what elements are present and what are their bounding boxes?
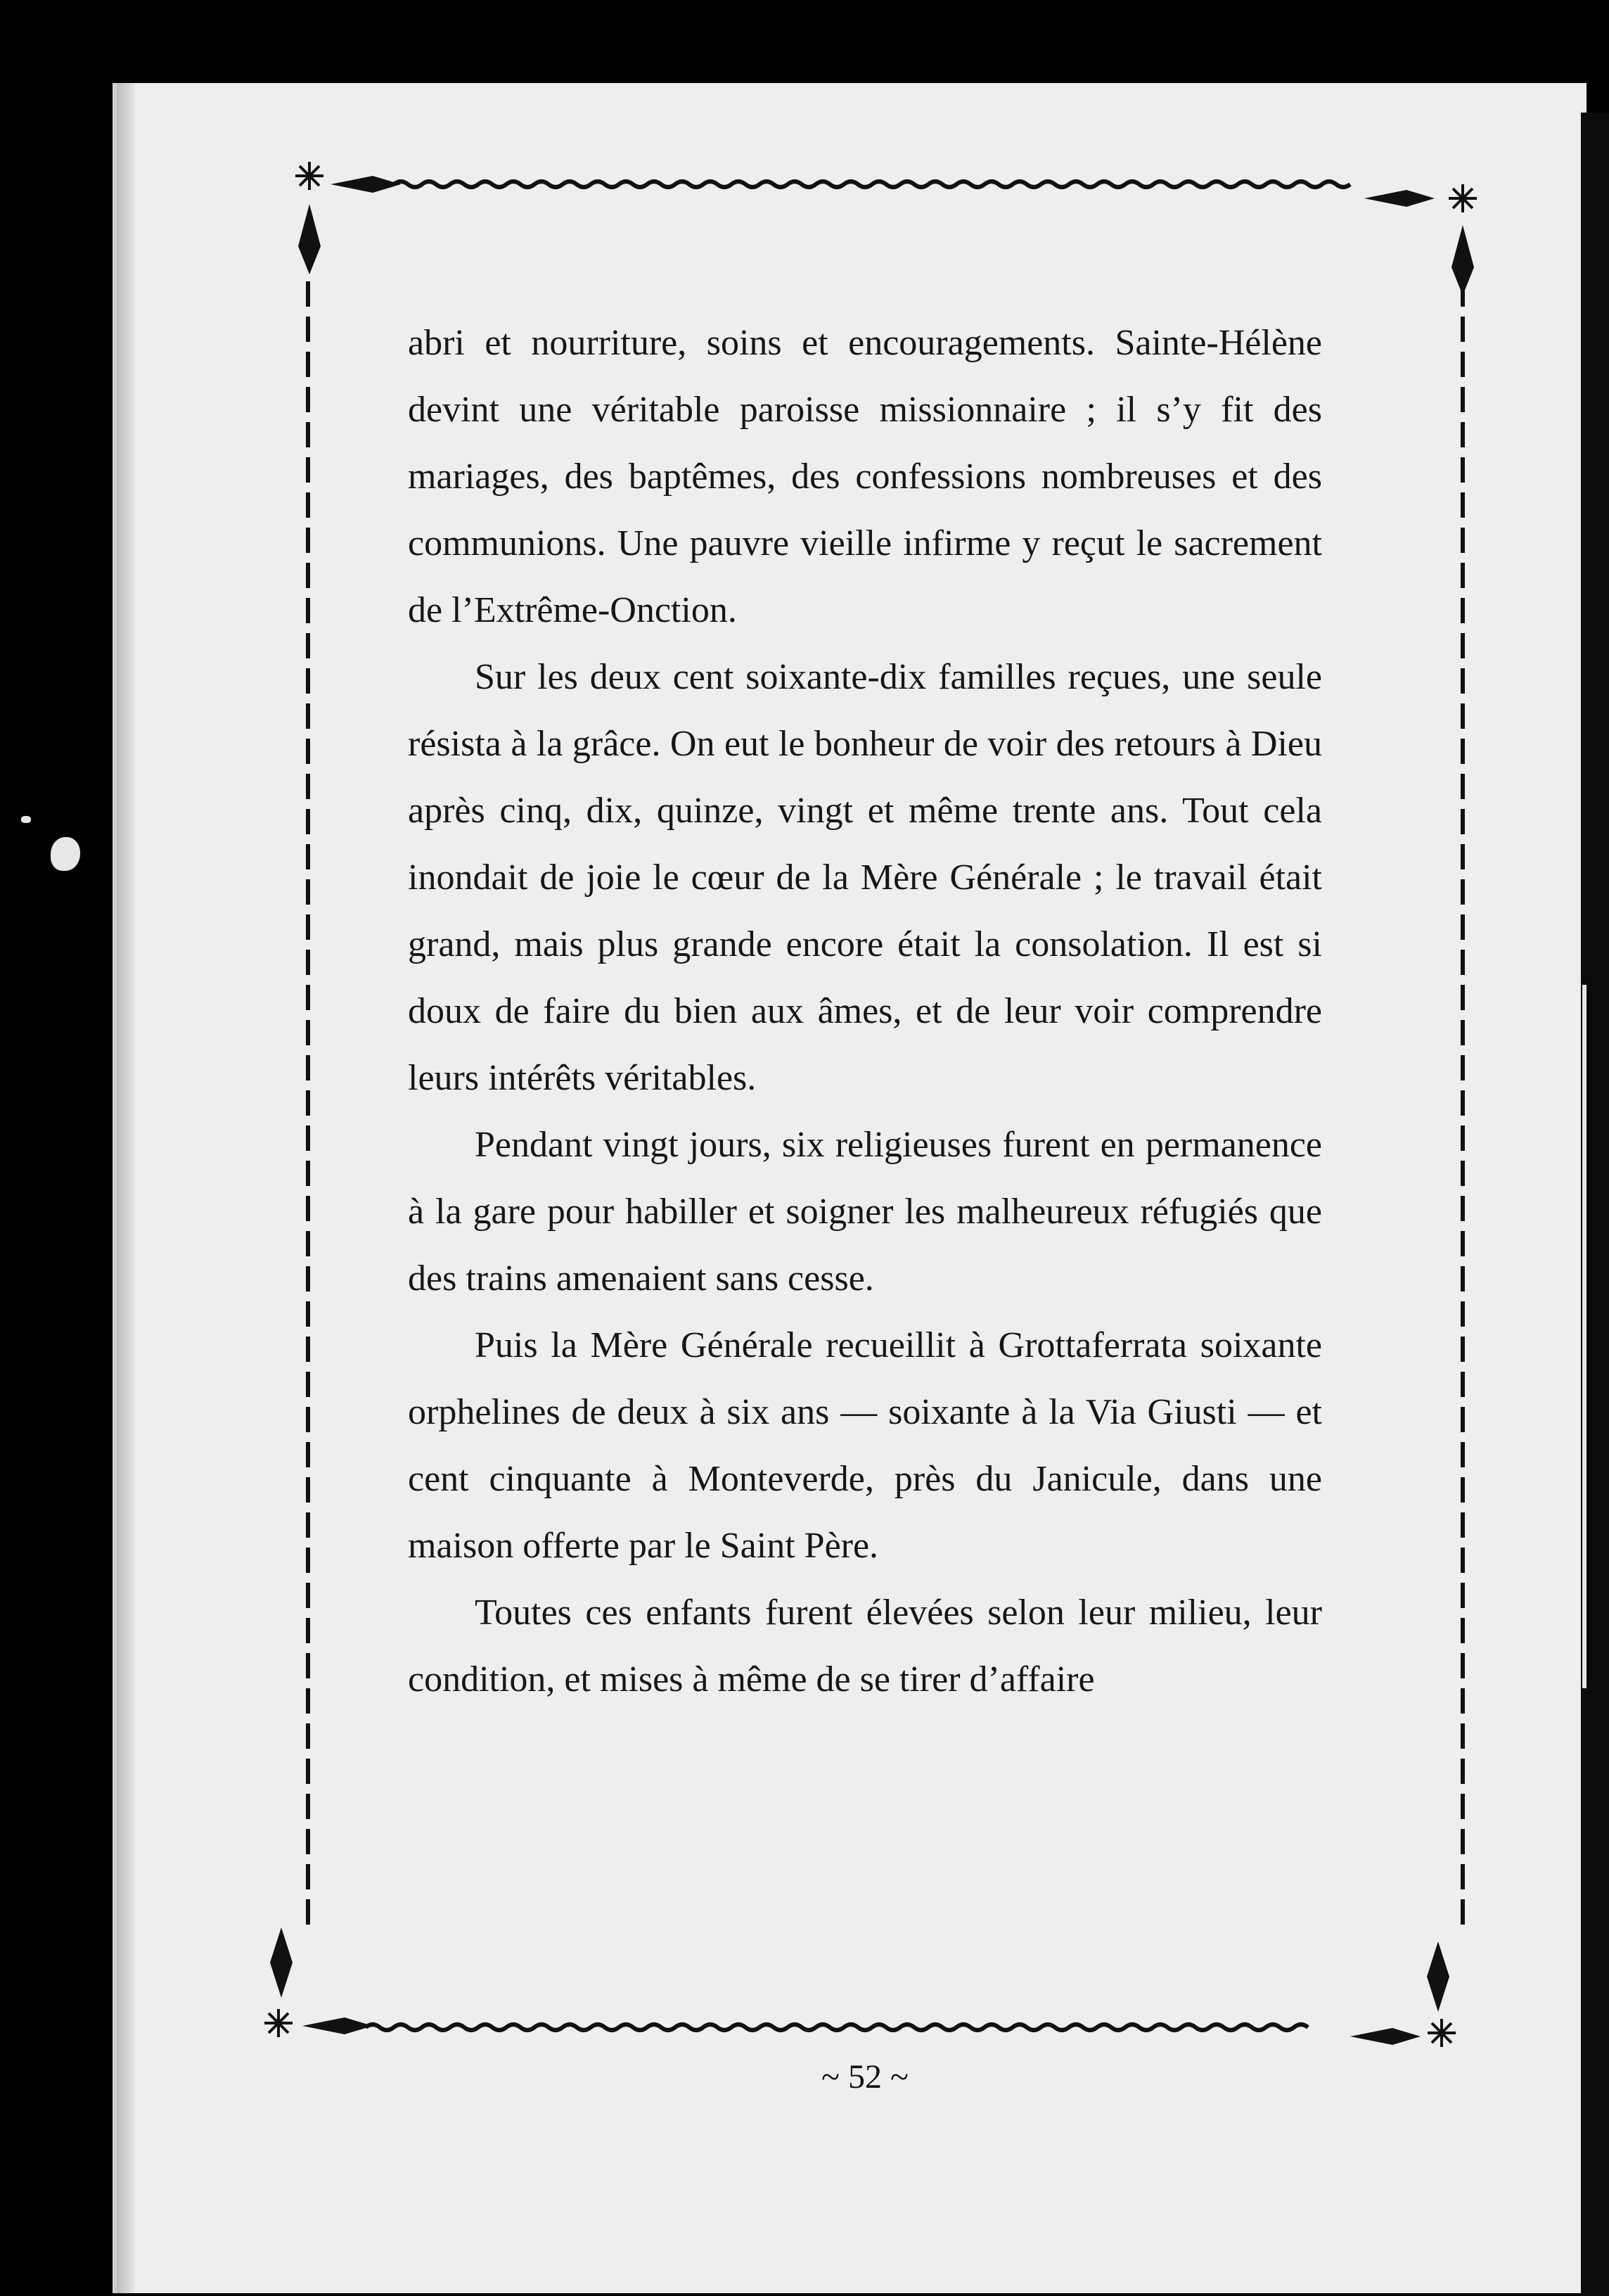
finial-left-bottom [270,1927,293,1998]
finial-right-top [1451,225,1474,295]
finial-right-bottom [1427,1941,1449,2012]
paragraph: Toutes ces enfants furent élevées selon leur milieu, leur condition, et mises à même de se tirer d’affaire [408,1593,1322,1699]
finial-top-right [1364,190,1435,207]
top-border-line [394,181,1350,187]
star-ornament-bottom-right [1428,2019,1456,2047]
body-text [408,310,1322,1713]
finial-left-top [298,204,321,274]
paragraph-continued: abri et nourriture, soins et encouragements. Sainte-Hélène devint une véritable paroisse missionnaire ; il s’y fit des mariages, des baptêmes, des confessions nombreuses et des communions. Une pauvre vieille infirme y reçut le sacrement de l’Extrême-Onction. [408,323,1322,630]
paragraph: Puis la Mère Générale recueillit à Grottaferrata soixante orphelines de deux à six ans — soixante à la Via Giusti — et cent cinquante à Monteverde, près du Janicule, dans une maison offerte par le Saint Père. [408,1325,1322,1566]
finial-bottom-right [1350,2028,1421,2045]
star-ornament-bottom-left [264,2009,293,2037]
finial-top-left [331,176,401,193]
page-number: ~ 52 ~ [821,2058,909,2096]
bottom-border-line [366,2024,1308,2030]
paragraph: Sur les deux cent soixante-dix familles reçues, une seule résista à la grâce. On eut le bonheur de voir des retours à Dieu après cinq, dix, quinze, vingt et même trente ans. Tout cela inondait de joie le cœur de la Mère Générale ; le travail était grand, mais plus grande encore était la consolation. Il est si doux de faire du bien aux âmes, et de leur voir comprendre leurs intérêts véritables. [408,657,1322,1098]
star-ornament-top-right [1449,184,1477,212]
paragraph: Pendant vingt jours, six religieuses furent en permanence à la gare pour habiller et soigner les malheureux réfugiés que des trains amenaient sans cesse. [408,1125,1322,1299]
finial-bottom-left [302,2017,373,2034]
star-ornament-top-left [295,162,323,190]
